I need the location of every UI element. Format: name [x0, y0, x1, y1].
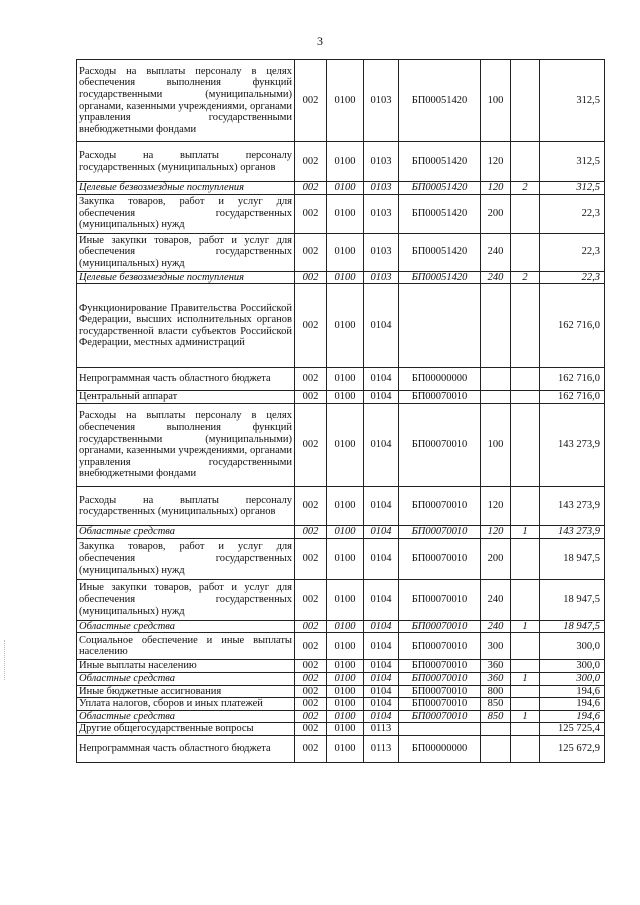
section-code: 0100: [327, 538, 364, 579]
section-code: 0100: [327, 526, 364, 539]
subsection-code: 0113: [364, 735, 399, 762]
admin-code: 002: [295, 579, 327, 620]
target-article: БП00070010: [399, 620, 481, 633]
amount: 162 716,0: [540, 368, 605, 391]
amount: 22,3: [540, 194, 605, 233]
row-name: Расходы на выплаты персоналу государственных (муниципальных) органов: [77, 487, 295, 526]
expense-type: [481, 391, 511, 404]
funding-source: [511, 284, 540, 368]
expense-type: 240: [481, 620, 511, 633]
row-name: Иные выплаты населению: [77, 660, 295, 673]
subsection-code: 0103: [364, 271, 399, 284]
section-code: 0100: [327, 579, 364, 620]
row-name: Областные средства: [77, 526, 295, 539]
funding-source: [511, 368, 540, 391]
target-article: БП00070010: [399, 633, 481, 660]
subsection-code: 0104: [364, 391, 399, 404]
target-article: БП00070010: [399, 660, 481, 673]
funding-source: [511, 698, 540, 711]
amount: 194,6: [540, 685, 605, 698]
target-article: БП00070010: [399, 526, 481, 539]
section-code: 0100: [327, 660, 364, 673]
row-name: Расходы на выплаты персоналу государственных (муниципальных) органов: [77, 142, 295, 182]
target-article: БП00051420: [399, 271, 481, 284]
amount: 143 273,9: [540, 404, 605, 487]
admin-code: 002: [295, 672, 327, 685]
subsection-code: 0104: [364, 620, 399, 633]
table-row: [77, 182, 605, 195]
admin-code: 002: [295, 60, 327, 142]
table-body: [77, 60, 605, 763]
subsection-code: 0104: [364, 698, 399, 711]
funding-source: 2: [511, 182, 540, 195]
amount: 125 725,4: [540, 723, 605, 736]
section-code: 0100: [327, 487, 364, 526]
expense-type: 360: [481, 672, 511, 685]
row-name: Целевые безвозмездные поступления: [77, 271, 295, 284]
admin-code: 002: [295, 284, 327, 368]
target-article: БП00070010: [399, 487, 481, 526]
table-row: [77, 633, 605, 660]
table-row: [77, 404, 605, 487]
target-article: БП00051420: [399, 233, 481, 271]
expense-type: 100: [481, 60, 511, 142]
admin-code: 002: [295, 194, 327, 233]
expense-type: [481, 723, 511, 736]
table-row: [77, 579, 605, 620]
expense-type: 850: [481, 710, 511, 723]
expense-type: 360: [481, 660, 511, 673]
admin-code: 002: [295, 271, 327, 284]
row-name: Иные закупки товаров, работ и услуг для обеспечения государственных (муниципальных) нужд: [77, 233, 295, 271]
row-name: Закупка товаров, работ и услуг для обеспечения государственных (муниципальных) нужд: [77, 538, 295, 579]
amount: 194,6: [540, 698, 605, 711]
section-code: 0100: [327, 735, 364, 762]
target-article: БП00070010: [399, 404, 481, 487]
funding-source: [511, 735, 540, 762]
section-code: 0100: [327, 233, 364, 271]
section-code: 0100: [327, 723, 364, 736]
subsection-code: 0104: [364, 579, 399, 620]
funding-source: [511, 142, 540, 182]
section-code: 0100: [327, 391, 364, 404]
section-code: 0100: [327, 620, 364, 633]
funding-source: [511, 579, 540, 620]
admin-code: 002: [295, 723, 327, 736]
section-code: 0100: [327, 633, 364, 660]
funding-source: [511, 633, 540, 660]
subsection-code: 0103: [364, 182, 399, 195]
expense-type: 240: [481, 579, 511, 620]
amount: 300,0: [540, 660, 605, 673]
expense-type: 120: [481, 487, 511, 526]
expense-type: 120: [481, 182, 511, 195]
funding-source: [511, 538, 540, 579]
row-name: Областные средства: [77, 620, 295, 633]
budget-table: [76, 59, 605, 763]
funding-source: [511, 194, 540, 233]
amount: 162 716,0: [540, 391, 605, 404]
amount: 143 273,9: [540, 526, 605, 539]
row-name: Областные средства: [77, 710, 295, 723]
table-row: [77, 698, 605, 711]
target-article: БП00070010: [399, 685, 481, 698]
subsection-code: 0103: [364, 233, 399, 271]
row-name: Закупка товаров, работ и услуг для обеспечения государственных (муниципальных) нужд: [77, 194, 295, 233]
subsection-code: 0104: [364, 526, 399, 539]
admin-code: 002: [295, 620, 327, 633]
subsection-code: 0104: [364, 633, 399, 660]
subsection-code: 0103: [364, 60, 399, 142]
funding-source: [511, 233, 540, 271]
target-article: БП00070010: [399, 538, 481, 579]
target-article: БП00070010: [399, 579, 481, 620]
section-code: 0100: [327, 368, 364, 391]
table-row: [77, 487, 605, 526]
table-row: [77, 142, 605, 182]
admin-code: 002: [295, 404, 327, 487]
funding-source: [511, 487, 540, 526]
target-article: БП00070010: [399, 698, 481, 711]
amount: 300,0: [540, 672, 605, 685]
section-code: 0100: [327, 698, 364, 711]
subsection-code: 0104: [364, 685, 399, 698]
section-code: 0100: [327, 271, 364, 284]
row-name: Иные закупки товаров, работ и услуг для обеспечения государственных (муниципальных) нужд: [77, 579, 295, 620]
expense-type: 240: [481, 271, 511, 284]
funding-source: 1: [511, 620, 540, 633]
row-name: Функционирование Правительства Российской Федерации, высших исполнительных органов государственной власти субъектов Российской Федерации, местных администраций: [77, 284, 295, 368]
funding-source: 2: [511, 271, 540, 284]
amount: 18 947,5: [540, 579, 605, 620]
table-row: [77, 538, 605, 579]
table-row: [77, 368, 605, 391]
target-article: БП00000000: [399, 368, 481, 391]
row-name: Областные средства: [77, 672, 295, 685]
admin-code: 002: [295, 526, 327, 539]
target-article: БП00000000: [399, 735, 481, 762]
target-article: [399, 723, 481, 736]
subsection-code: 0103: [364, 142, 399, 182]
table-row: [77, 60, 605, 142]
row-name: Целевые безвозмездные поступления: [77, 182, 295, 195]
section-code: 0100: [327, 60, 364, 142]
table-row: [77, 710, 605, 723]
amount: 22,3: [540, 271, 605, 284]
subsection-code: 0104: [364, 672, 399, 685]
expense-type: 200: [481, 538, 511, 579]
funding-source: [511, 723, 540, 736]
table-row: [77, 391, 605, 404]
section-code: 0100: [327, 142, 364, 182]
table-row: [77, 233, 605, 271]
funding-source: 1: [511, 710, 540, 723]
row-name: Иные бюджетные ассигнования: [77, 685, 295, 698]
table-row: [77, 685, 605, 698]
section-code: 0100: [327, 685, 364, 698]
row-name: Непрограммная часть областного бюджета: [77, 368, 295, 391]
table-row: [77, 672, 605, 685]
table-row: [77, 620, 605, 633]
target-article: БП00051420: [399, 142, 481, 182]
target-article: [399, 284, 481, 368]
admin-code: 002: [295, 710, 327, 723]
funding-source: [511, 60, 540, 142]
amount: 125 672,9: [540, 735, 605, 762]
amount: 143 273,9: [540, 487, 605, 526]
admin-code: 002: [295, 391, 327, 404]
subsection-code: 0104: [364, 538, 399, 579]
table-row: [77, 284, 605, 368]
row-name: Непрограммная часть областного бюджета: [77, 735, 295, 762]
amount: 162 716,0: [540, 284, 605, 368]
row-name: Расходы на выплаты персоналу в целях обеспечения выполнения функций государственными (муниципальными) органами, казенными учреждениями, органами управления государственными внебюджетными фондами: [77, 60, 295, 142]
amount: 312,5: [540, 142, 605, 182]
admin-code: 002: [295, 538, 327, 579]
table-row: [77, 735, 605, 762]
amount: 312,5: [540, 182, 605, 195]
admin-code: 002: [295, 233, 327, 271]
admin-code: 002: [295, 735, 327, 762]
subsection-code: 0104: [364, 368, 399, 391]
expense-type: [481, 284, 511, 368]
row-name: Уплата налогов, сборов и иных платежей: [77, 698, 295, 711]
table-row: [77, 271, 605, 284]
expense-type: 200: [481, 194, 511, 233]
row-name: Расходы на выплаты персоналу в целях обеспечения выполнения функций государственными (муниципальными) органами, казенными учреждениями, органами управления государственными внебюджетными фондами: [77, 404, 295, 487]
target-article: БП00051420: [399, 60, 481, 142]
admin-code: 002: [295, 142, 327, 182]
section-code: 0100: [327, 284, 364, 368]
funding-source: [511, 660, 540, 673]
subsection-code: 0113: [364, 723, 399, 736]
amount: 22,3: [540, 233, 605, 271]
section-code: 0100: [327, 194, 364, 233]
funding-source: 1: [511, 672, 540, 685]
expense-type: 300: [481, 633, 511, 660]
expense-type: [481, 368, 511, 391]
section-code: 0100: [327, 182, 364, 195]
subsection-code: 0103: [364, 194, 399, 233]
subsection-code: 0104: [364, 487, 399, 526]
funding-source: [511, 685, 540, 698]
expense-type: [481, 735, 511, 762]
table-row: [77, 723, 605, 736]
scan-artifact: [4, 640, 7, 680]
table-row: [77, 660, 605, 673]
expense-type: 120: [481, 142, 511, 182]
amount: 18 947,5: [540, 538, 605, 579]
admin-code: 002: [295, 487, 327, 526]
funding-source: 1: [511, 526, 540, 539]
row-name: Другие общегосударственные вопросы: [77, 723, 295, 736]
amount: 312,5: [540, 60, 605, 142]
subsection-code: 0104: [364, 710, 399, 723]
admin-code: 002: [295, 182, 327, 195]
target-article: БП00070010: [399, 672, 481, 685]
expense-type: 850: [481, 698, 511, 711]
table-row: [77, 526, 605, 539]
expense-type: 120: [481, 526, 511, 539]
subsection-code: 0104: [364, 660, 399, 673]
section-code: 0100: [327, 672, 364, 685]
section-code: 0100: [327, 710, 364, 723]
target-article: БП00051420: [399, 182, 481, 195]
subsection-code: 0104: [364, 404, 399, 487]
expense-type: 100: [481, 404, 511, 487]
funding-source: [511, 404, 540, 487]
row-name: Центральный аппарат: [77, 391, 295, 404]
admin-code: 002: [295, 368, 327, 391]
target-article: БП00070010: [399, 710, 481, 723]
expense-type: 800: [481, 685, 511, 698]
row-name: Социальное обеспечение и иные выплаты населению: [77, 633, 295, 660]
admin-code: 002: [295, 685, 327, 698]
amount: 194,6: [540, 710, 605, 723]
amount: 300,0: [540, 633, 605, 660]
admin-code: 002: [295, 698, 327, 711]
amount: 18 947,5: [540, 620, 605, 633]
funding-source: [511, 391, 540, 404]
page-number: 3: [317, 34, 323, 48]
admin-code: 002: [295, 660, 327, 673]
section-code: 0100: [327, 404, 364, 487]
target-article: БП00051420: [399, 194, 481, 233]
table-row: [77, 194, 605, 233]
expense-type: 240: [481, 233, 511, 271]
admin-code: 002: [295, 633, 327, 660]
target-article: БП00070010: [399, 391, 481, 404]
subsection-code: 0104: [364, 284, 399, 368]
